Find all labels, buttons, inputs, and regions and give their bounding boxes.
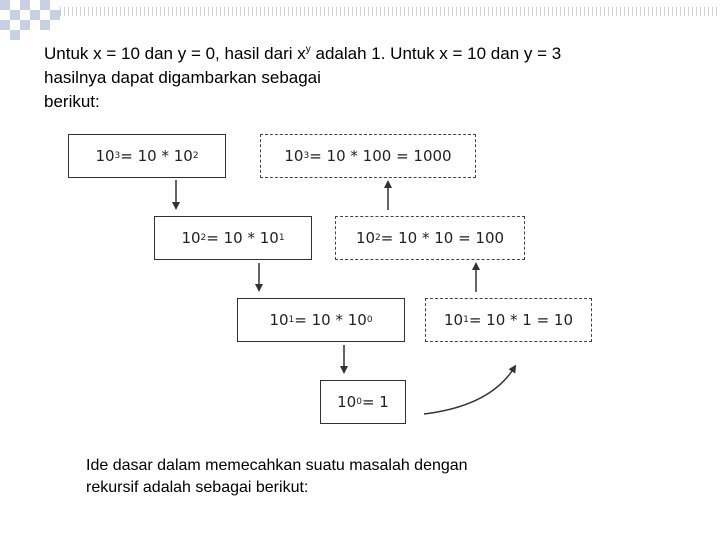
- recursion-box-level-2: 10 2 = 10 * 10 1: [154, 216, 312, 260]
- recursion-box-base-case: 10 0 = 1: [320, 380, 406, 424]
- recursion-box-level-1: 10 1 = 10 * 10 0: [237, 298, 405, 342]
- recursion-box-level-3: 10 3 = 10 * 10 2: [68, 134, 226, 178]
- intro-line-3: berikut:: [44, 92, 100, 111]
- result-box-level-1: 10 1 = 10 * 1 = 10: [425, 298, 592, 342]
- result-box-level-3: 10 3 = 10 * 100 = 1000: [260, 134, 476, 178]
- intro-line-1: Untuk x = 10 dan y = 0, hasil dari $x^y$ adalah 1. Untuk x = 10 dan y = 3: [44, 44, 562, 63]
- outro-line-1: Ide dasar dalam memecahkan suatu masalah dengan: [86, 457, 468, 474]
- intro-line-2: hasilnya dapat digambarkan sebagai: [44, 68, 321, 87]
- outro-paragraph: [86, 455, 646, 499]
- outro-line-2: rekursif adalah sebagai berikut:: [86, 479, 309, 496]
- curved-return-arrow: [424, 368, 514, 414]
- result-box-level-2: 10 2 = 10 * 10 = 100: [335, 216, 525, 260]
